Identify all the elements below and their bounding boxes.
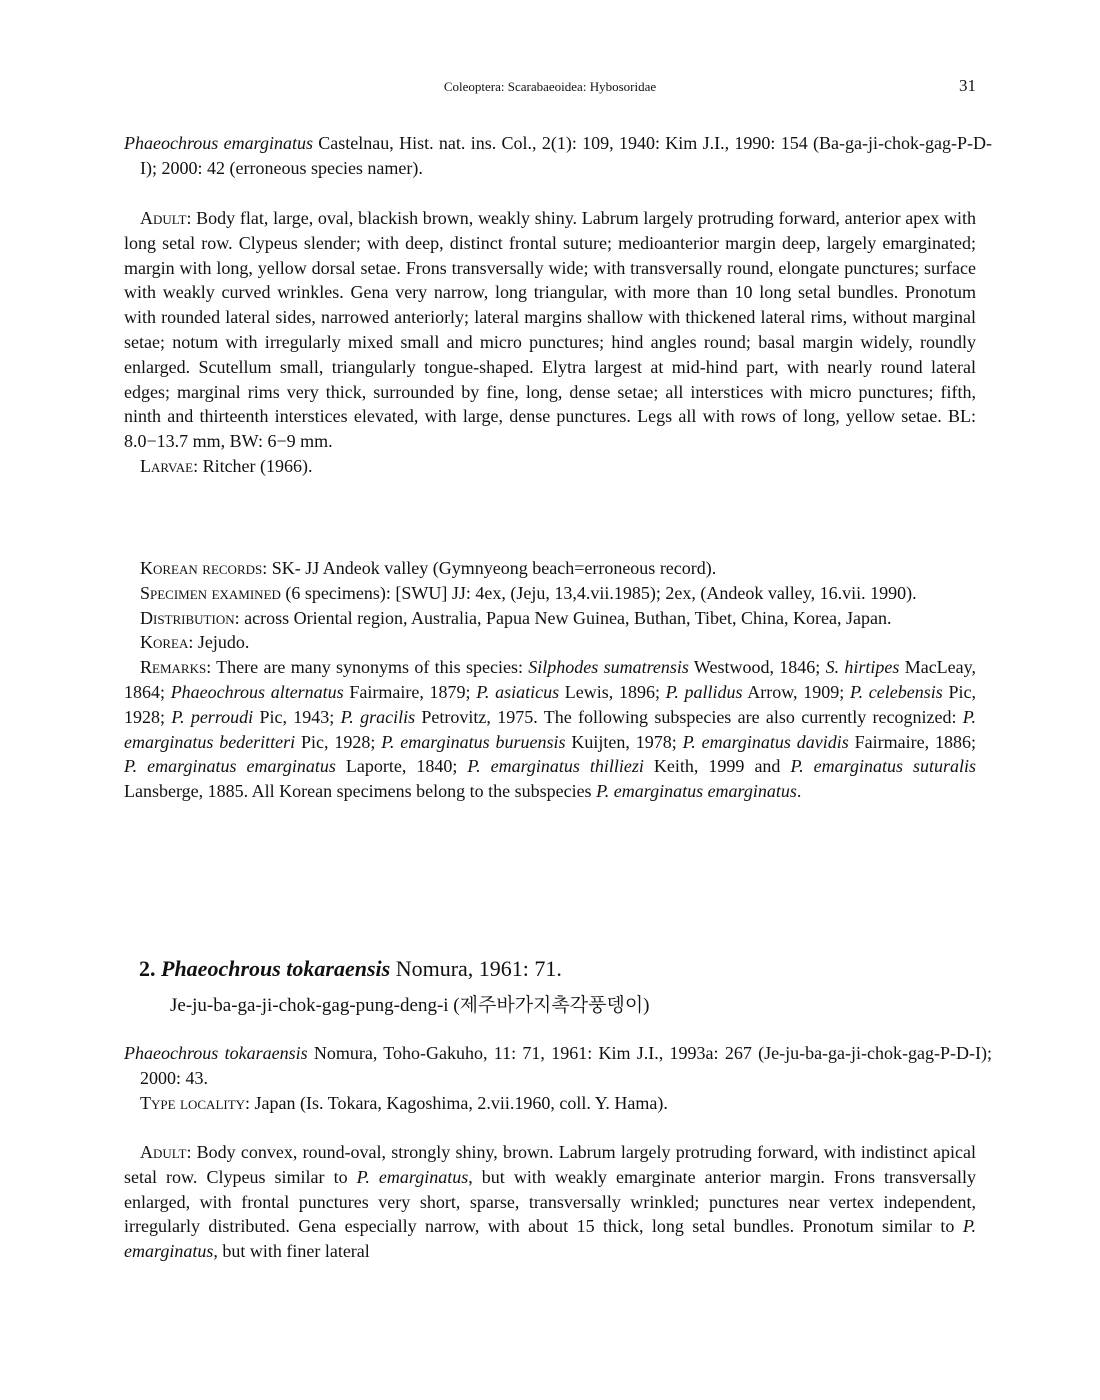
korea-text: : Jejudo.: [188, 632, 250, 653]
species-common-name: Je-ju-ba-ga-ji-chok-gag-pung-deng-i (제주바가지촉각풍뎅이): [170, 995, 650, 1016]
specimen-text: (6 specimens): [SWU] JJ: 4ex, (Jeju, 13,4.vii.1985); 2ex, (Andeok valley, 16.vii. 1990).: [280, 582, 917, 603]
korean-records-text: : SK- JJ Andeok valley (Gymnyeong beach=erroneous record).: [262, 558, 717, 578]
taxon-name: Phaeochrous tokaraensis: [124, 1043, 308, 1063]
taxon-name: Phaeochrous emarginatus: [124, 133, 313, 153]
section-label-korean-records: Korean records: [140, 558, 263, 578]
section-label-adult: Adult: [140, 208, 187, 228]
adult-description-1: [124, 206, 976, 479]
type-locality: [124, 1091, 976, 1116]
distribution-text: : across Oriental region, Australia, Papua New Guinea, Buthan, Tibet, China, Korea, Japan.: [234, 607, 892, 628]
synonym-entry-2: [124, 1041, 992, 1091]
section-label-remarks: Remarks: [140, 657, 207, 678]
records-section: Korean records: SK- JJ Andeok valley (Gymnyeong beach=erroneous record). Specimen examined (6 specimens): [SWU] JJ: 4ex, (Jeju, 13,4.vii.1985); 2ex, (Andeok valley, 16.vii. 1990). Distribution: across Oriental region, Australia, Papua New Guinea, Buthan, Tibet, China, Korea, Japan. Korea: Jejudo. Remarks: There are many synonyms of this species: Silphodes sumatrensis Westwood, 1846; S. hirtipes MacLeay, 1864; Phaeochrous alternatus Fairmaire, 1879; P. asiaticus Lewis, 1896; P. pallidus Arrow, 1909; P. celebensis Pic, 1928; P. perroudi Pic, 1943; P. gracilis Petrovitz, 1975. The following subspecies are also currently recognized: P. emarginatus bederitteri Pic, 1928; P. emarginatus buruensis Kuijten, 1978; P. emarginatus davidis Fairmaire, 1886; P. emarginatus emarginatus Laporte, 1840; P. emarginatus thilliezi Keith, 1999 and P. emarginatus suturalis Lansberge, 1885. All Korean specimens belong to the subspecies P. emarginatus emarginatus.: [124, 558, 976, 802]
section-label-type-locality: Type locality: [140, 1093, 246, 1113]
synonym-text: Nomura, Toho-Gakuho, 11: 71, 1961: Kim J.I., 1993a: 267 (Je-ju-ba-ga-ji-chok-gag-P-D-I); 2000: 43.: [140, 1043, 992, 1088]
page-header: [124, 76, 976, 98]
synonym-text: Castelnau, Hist. nat. ins. Col., 2(1): 109, 1940: Kim J.I., 1990: 154 (Ba-ga-ji-chok-gag-P-D-I); 2000: 42 (erroneous species namer).: [140, 133, 992, 178]
page-number: 31: [959, 76, 976, 95]
adult-text: : Body flat, large, oval, blackish brown, weakly shiny. Labrum largely protruding forward, anterior apex with long setal row. Clypeus slender; with deep, distinct frontal suture; medioanterior margin deep, largely emarginated; margin with long, yellow dorsal setae. Frons transversally wide; with transversally round, elongate punctures; surface with weakly curved wrinkles. Gena very narrow, long triangular, with more than 10 long setal bundles. Pronotum with rounded lateral sides, narrowed anteriorly; lateral margins shallow with thickened lateral rims, without marginal setae; notum with irregularly mixed small and micro punctures; hind angles round; basal margin widely, roundly enlarged. Scutellum small, triangularly tongue-shaped. Elytra largest at mid-hind part, with nearly round lateral edges; marginal rims very thick, surrounded by fine, long, dense setae; all interstices with micro punctures; fifth, ninth and thirteenth interstices elevated, with large, dense punctures. Legs all with rows of long, yellow setae. BL: 8.0−13.7 mm, BW: 6−9 mm.: [124, 208, 976, 452]
section-label-distribution: Distribution: [140, 607, 235, 628]
section-label-adult: Adult: [140, 1142, 187, 1162]
species-authority: Nomura, 1961: 71.: [390, 956, 562, 981]
running-head: Coleoptera: Scarabaeoidea: Hybosoridae: [443, 79, 657, 94]
species-heading: [139, 956, 562, 982]
section-label-specimen: Specimen examined: [140, 582, 281, 603]
species-name: Phaeochrous tokaraensis: [161, 956, 391, 981]
larvae-text: : Ritcher (1966).: [193, 455, 313, 476]
synonym-entry-1: [124, 131, 992, 181]
species-number: 2.: [139, 956, 156, 981]
section-label-korea: Korea: [140, 632, 189, 653]
type-locality-text: : Japan (Is. Tokara, Kagoshima, 2.vii.1960, coll. Y. Hama).: [245, 1093, 668, 1113]
section-label-larvae: Larvae: [140, 455, 194, 476]
adult-description-2: Adult: Body convex, round-oval, strongly shiny, brown. Labrum largely protruding forward, with indistinct apical setal row. Clypeus similar to P. emarginatus, but with weakly emarginate anterior margin. Frons transversally enlarged, with frontal punctures very short, sparse, transversally wrinkled; punctures near vertex independent, irregularly distributed. Gena especially narrow, with about 15 thick, long setal bundles. Pronotum similar to P. emarginatus, but with finer lateral: [124, 1142, 976, 1262]
